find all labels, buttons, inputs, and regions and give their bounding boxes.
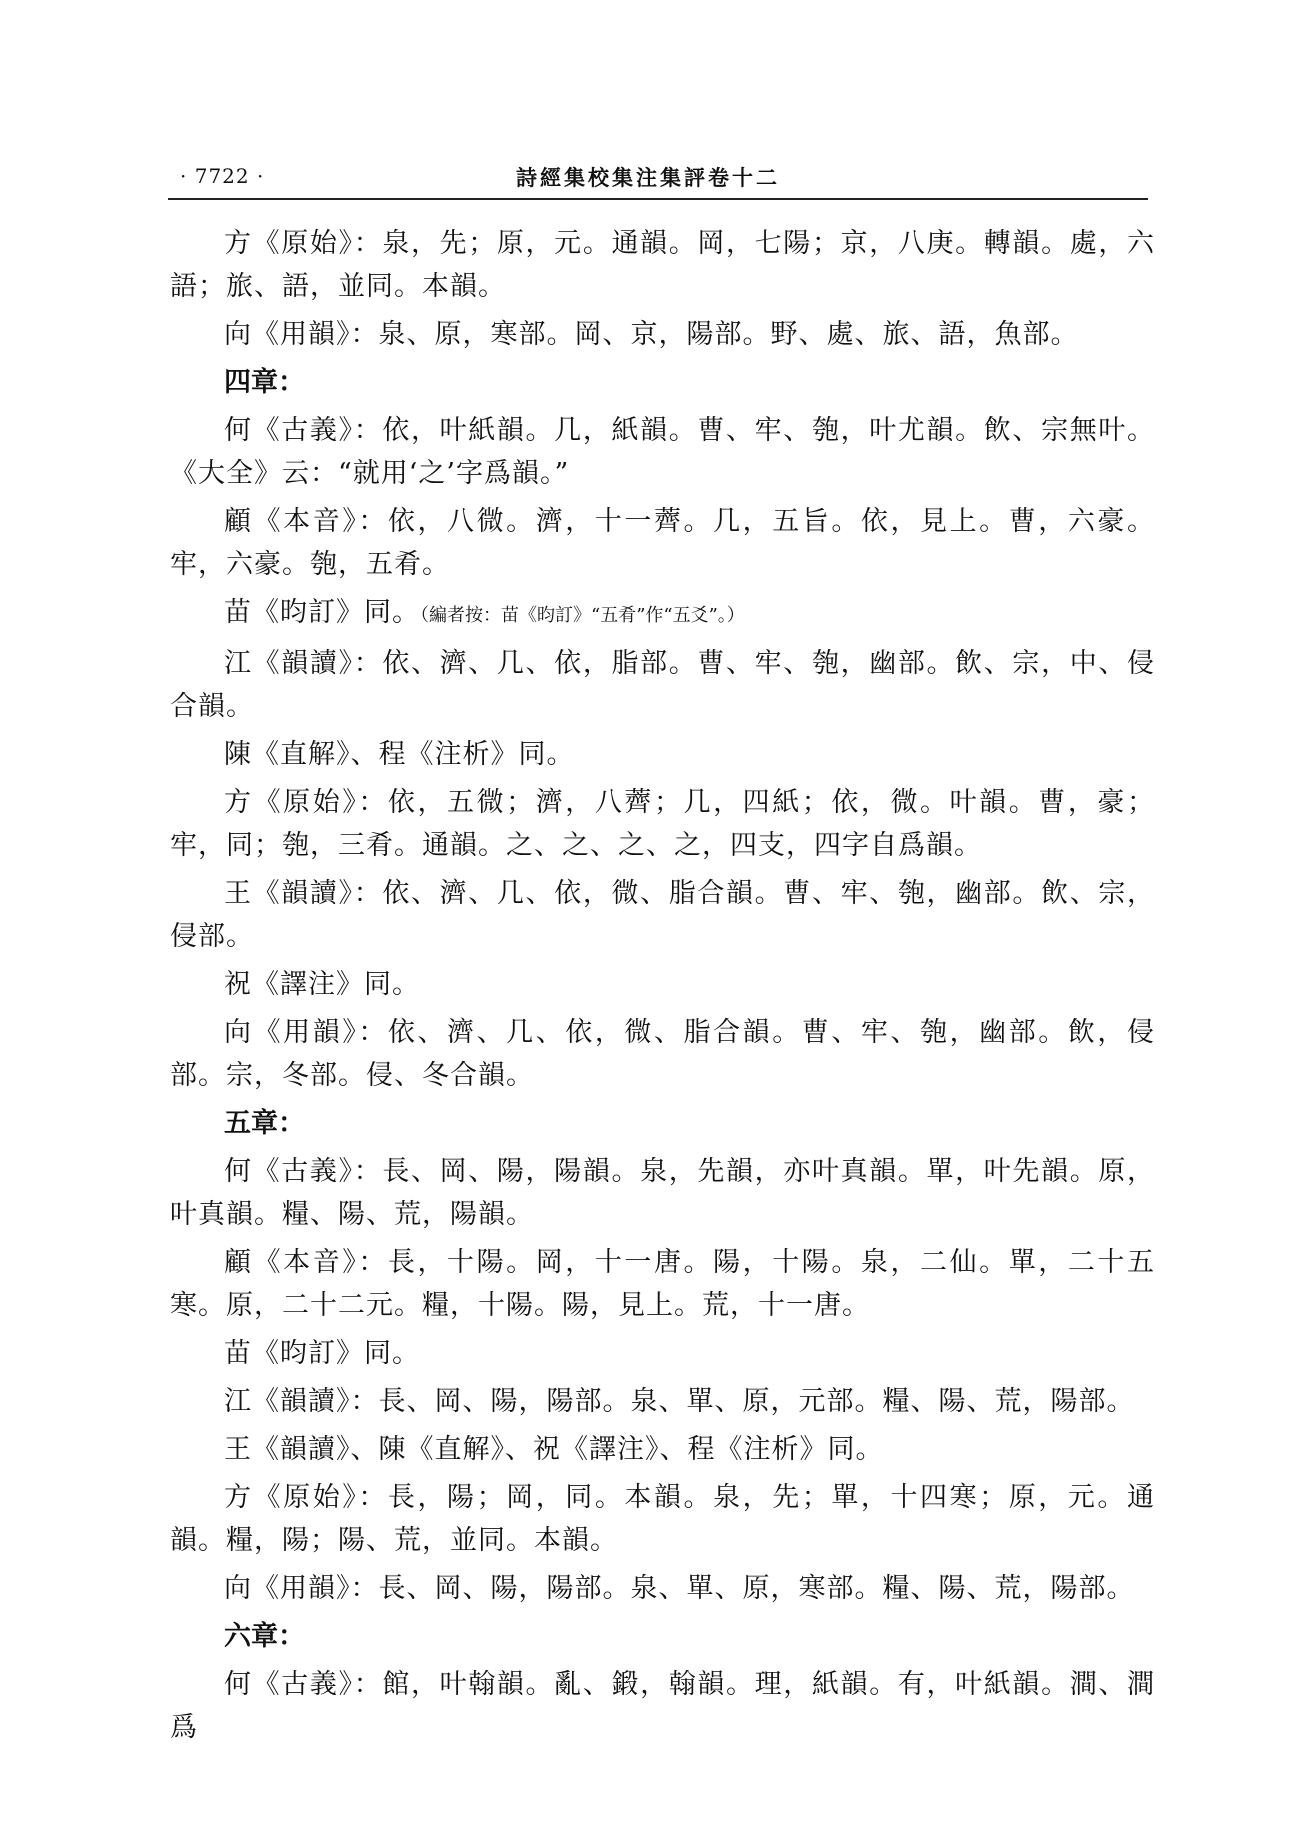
paragraph: 王《韻讀》、陳《直解》、祝《譯注》、程《注析》同。 xyxy=(224,1434,884,1465)
paragraph: 向《用韻》：泉、原，寒部。岡、京，陽部。野、處、旅、語，魚部。 xyxy=(224,319,1079,350)
paragraph: 陳《直解》、程《注析》同。 xyxy=(224,739,575,770)
chapter-heading: 四章： xyxy=(224,367,305,398)
page-number: · 7722 · xyxy=(180,164,265,188)
paragraph: 苗《昀訂》同。 xyxy=(224,1338,420,1369)
header-rule xyxy=(168,198,1148,200)
page-body xyxy=(170,222,1155,1754)
running-title: 詩經集校集注集評卷十二 xyxy=(516,165,780,190)
paragraph: 顧《本音》：長，十陽。岡，十一唐。陽，十陽。泉，二仙。單，二十五寒。原，二十二元。糧，十陽。陽，見上。荒，十一唐。 xyxy=(170,1247,1155,1321)
paragraph: 向《用韻》：長、岡、陽，陽部。泉、單、原，寒部。糧、陽、荒，陽部。 xyxy=(224,1573,1135,1604)
chapter-heading: 六章： xyxy=(224,1621,305,1652)
paragraph: 祝《譯注》同。 xyxy=(224,969,420,1000)
paragraph: 方《原始》：泉，先；原，元。通韻。岡，七陽；京，八庚。轉韻。處，六語；旅、語，並同。本韻。 xyxy=(170,228,1155,302)
chapter-heading: 五章： xyxy=(224,1108,305,1139)
paragraph: 何《古義》：依，叶紙韻。几，紙韻。曹、牢、匏，叶尤韻。飲、宗無叶。《大全》云：“就用‘之’字爲韻。” xyxy=(170,415,1155,489)
paragraph: 何《古義》：長、岡、陽，陽韻。泉，先韻，亦叶真韻。單，叶先韻。原，叶真韻。糧、陽、荒，陽韻。 xyxy=(170,1156,1155,1230)
paragraph: 顧《本音》：依，八微。濟，十一薺。几，五旨。依，見上。曹，六豪。牢，六豪。匏，五肴。 xyxy=(170,506,1155,580)
paragraph-text: 苗《昀訂》同。 xyxy=(224,597,420,628)
editor-note: （編者按：苗《昀訂》“五肴”作“五爻”。） xyxy=(420,605,745,626)
paragraph: 王《韻讀》：依、濟、几、依，微、脂合韻。曹、牢、匏，幽部。飲、宗，侵部。 xyxy=(170,878,1155,952)
paragraph xyxy=(170,591,1155,637)
page-header xyxy=(168,158,1128,198)
paragraph: 江《韻讀》：長、岡、陽，陽部。泉、單、原，元部。糧、陽、荒，陽部。 xyxy=(224,1386,1135,1417)
paragraph: 方《原始》：長，陽；岡，同。本韻。泉，先；單，十四寒；原，元。通韻。糧，陽；陽、荒，並同。本韻。 xyxy=(170,1482,1155,1556)
paragraph: 江《韻讀》：依、濟、几、依，脂部。曹、牢、匏，幽部。飲、宗，中、侵合韻。 xyxy=(170,648,1155,722)
paragraph: 方《原始》：依，五微；濟，八薺；几，四紙；依，微。叶韻。曹，豪；牢，同；匏，三肴。通韻。之、之、之、之，四支，四字自爲韻。 xyxy=(170,787,1155,861)
paragraph: 何《古義》：館，叶翰韻。亂、鍛，翰韻。理，紙韻。有，叶紙韻。澗、澗爲 xyxy=(170,1669,1155,1743)
paragraph: 向《用韻》：依、濟、几、依，微、脂合韻。曹、牢、匏，幽部。飲，侵部。宗，冬部。侵、冬合韻。 xyxy=(170,1017,1155,1091)
